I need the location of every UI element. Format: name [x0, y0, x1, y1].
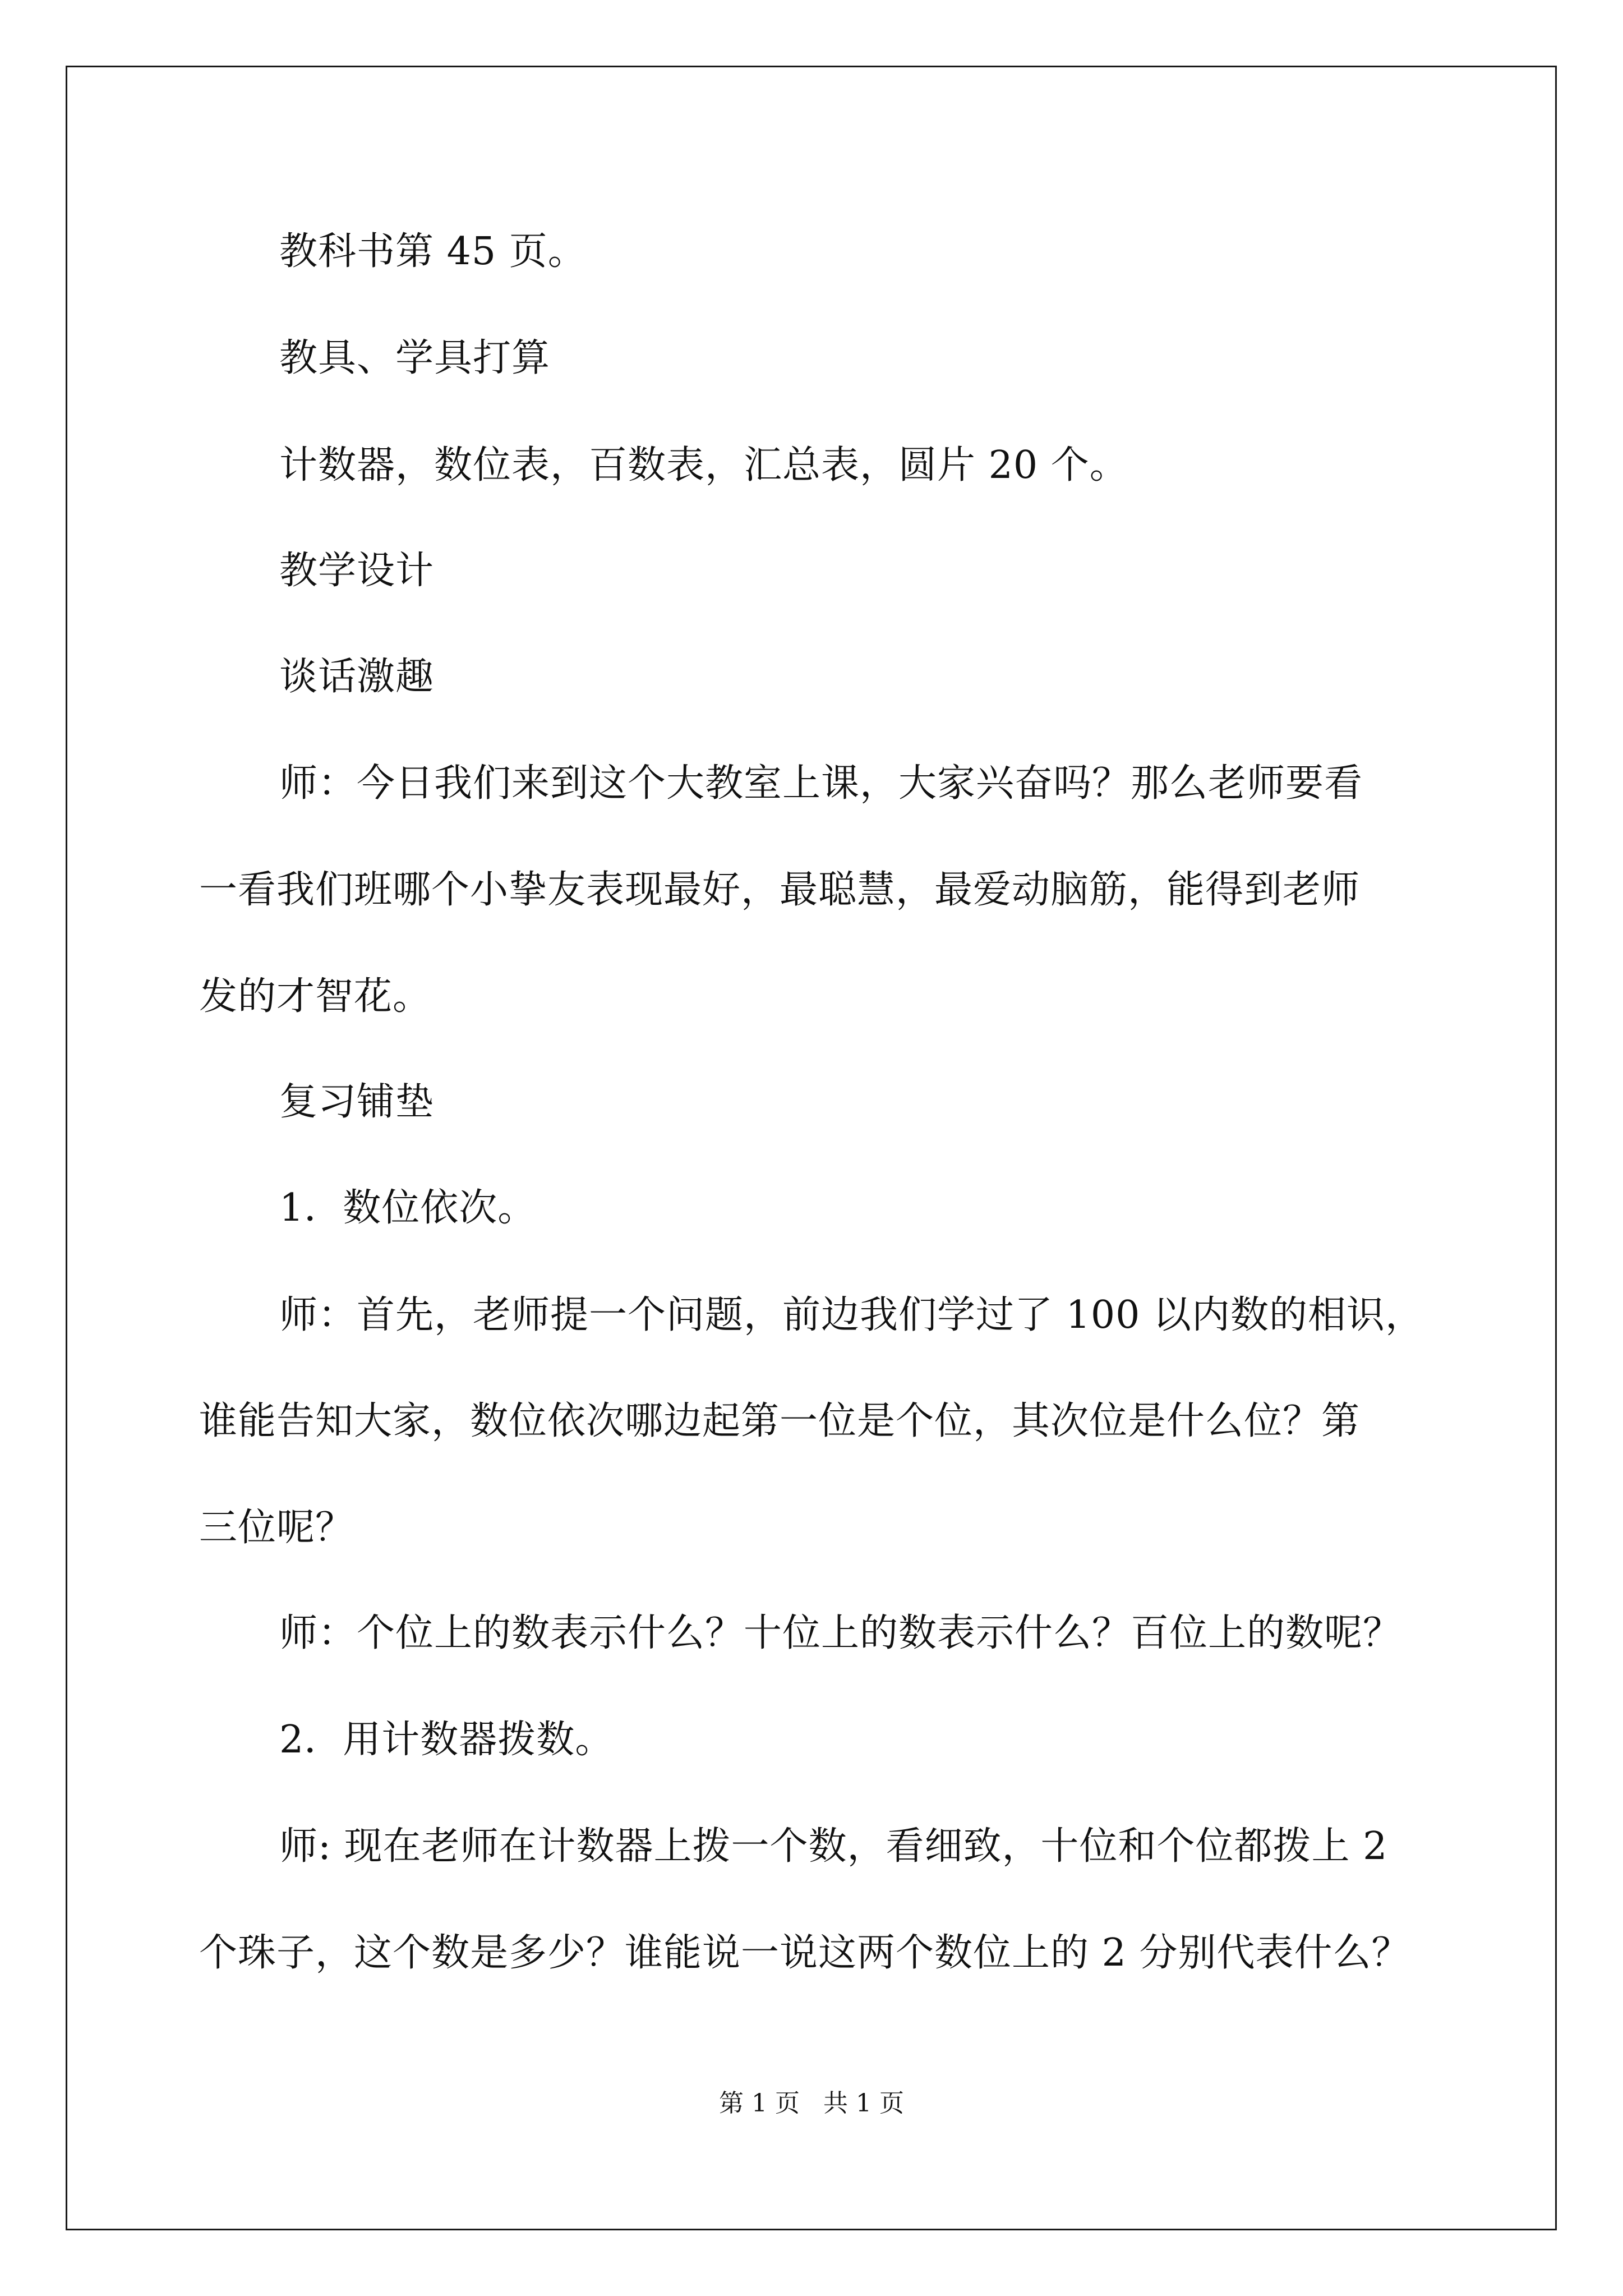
text-line-paragraph: 师：首先，老师提一个问题，前边我们学过了 100 以内数的相识，	[279, 1293, 1424, 1337]
text-line-list-item-1: 1．数位依次。	[279, 1186, 537, 1230]
text-line-paragraph: 一看我们班哪个小挚友表现最好，最聪慧，最爱动脑筋，能得到老师	[199, 868, 1361, 912]
page-border	[66, 66, 1557, 2230]
text-line-list-item-2: 2．用计数器拨数。	[279, 1718, 614, 1762]
text-line-warmup-heading: 谈话激趣	[279, 655, 435, 699]
page-number-footer: 第 1 页 共 1 页	[719, 2089, 904, 2118]
text-line-review-heading: 复习铺垫	[279, 1080, 435, 1124]
text-line-paragraph: 个珠子，这个数是多少？谁能说一说这两个数位上的 2 分别代表什么？	[199, 1931, 1410, 1975]
text-line-paragraph: 发的才智花。	[199, 974, 432, 1019]
text-line-teaching-aids-heading: 教具、学具打算	[279, 336, 551, 380]
text-line-teaching-aids-list: 计数器，数位表，百数表，汇总表，圆片 20 个。	[279, 443, 1128, 487]
text-line-textbook-page: 教科书第 45 页。	[279, 229, 587, 274]
text-line-paragraph: 师：个位上的数表示什么？十位上的数表示什么？百位上的数呢？	[279, 1611, 1402, 1655]
text-line-paragraph: 师：今日我们来到这个大教室上课，大家兴奋吗？那么老师要看	[279, 761, 1363, 806]
text-line-teaching-design-heading: 教学设计	[279, 549, 435, 593]
text-line-paragraph: 师: 现在老师在计数器上拨一个数，看细致，十位和个位都拨上 2	[279, 1824, 1388, 1869]
text-line-paragraph: 三位呢？	[199, 1506, 354, 1550]
text-line-paragraph: 谁能告知大家，数位依次哪边起第一位是个位，其次位是什么位？第	[199, 1399, 1361, 1443]
